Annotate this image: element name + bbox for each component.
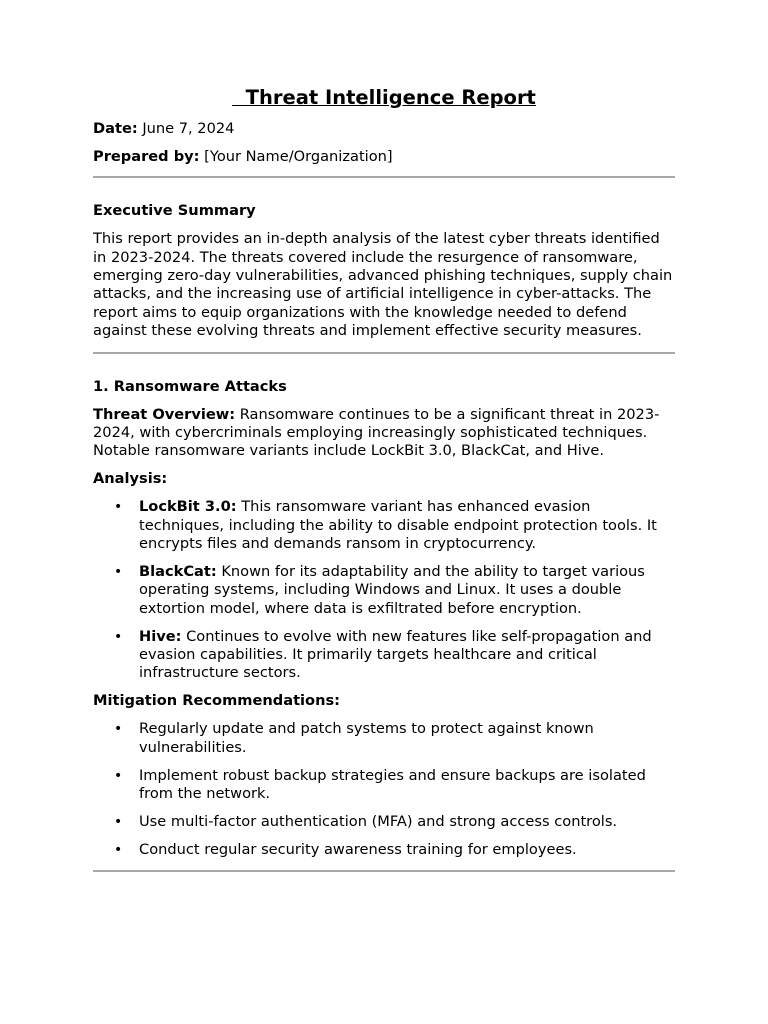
document-body [93,86,675,872]
section-ransomware-heading: 1. Ransomware Attacks [93,377,287,395]
list-item-label: BlackCat: [139,562,217,580]
analysis-heading: Analysis: [93,470,168,488]
list-item [93,498,675,553]
list-item [93,813,675,831]
list-item [93,563,675,618]
list-item-label: LockBit 3.0: [139,498,237,516]
bullet-icon: • [114,721,123,738]
prepared-by-label: Prepared by: [93,147,200,165]
executive-summary-text: This report provides an in-depth analysis of the latest cyber threats identified in 2023-2024. The threats covered include the resurgence of ransomware, emerging zero-day vulnerabilities, advanced phishing techniques, supply chain attacks, and the increasing use of artificial intelligence in cyber-attacks. The report aims to equip organizations with the knowledge needed to defend against these evolving threats and implement effective security measures. [93,230,673,340]
bullet-icon: • [114,563,123,580]
list-item [93,628,675,683]
bullet-icon: • [114,628,123,645]
bullet-icon: • [114,499,123,516]
threat-overview-text: Ransomware continues to be a significant threat in 2023-2024, with cybercriminals employing increasingly sophisticated techniques. Notable ransomware variants include LockBit 3.0, BlackCat, and Hive. [93,405,660,460]
analysis-list [93,498,675,683]
bullet-icon: • [114,841,123,858]
divider [93,176,675,178]
mitigation-list [93,720,675,859]
report-title-text: Threat Intelligence Report [232,86,536,109]
list-item [93,841,675,859]
list-item [93,720,675,757]
threat-overview-paragraph [93,406,675,461]
list-item-text: Implement robust backup strategies and ensure backups are isolated from the network. [139,766,646,802]
threat-overview-label: Threat Overview: [93,405,236,423]
date-label: Date: [93,120,138,137]
date-line [93,120,675,138]
bullet-icon: • [114,813,123,830]
executive-summary-heading: Executive Summary [93,202,256,220]
divider [93,352,675,354]
bullet-icon: • [114,767,123,784]
list-item-label: Hive: [139,627,182,645]
list-item-text: This ransomware variant has enhanced evasion techniques, including the ability to disable endpoint protection tools. It encrypts files and demands ransom in cryptocurrency. [139,498,657,552]
list-item-text: Conduct regular security awareness training for employees. [139,840,577,858]
date-value: June 7, 2024 [137,120,235,137]
prepared-by-value: [Your Name/Organization] [199,147,393,165]
list-item-text: Continues to evolve with new features like self-propagation and evasion capabilities. It primarily targets healthcare and critical infrastructure sectors. [139,627,652,682]
list-item [93,767,675,804]
divider [93,870,675,872]
list-item-text: Regularly update and patch systems to protect against known vulnerabilities. [139,720,594,756]
mitigation-heading: Mitigation Recommendations: [93,692,340,710]
list-item-text: Use multi-factor authentication (MFA) and strong access controls. [139,812,618,830]
report-title [93,86,675,110]
prepared-by-line [93,148,675,166]
list-item-text: Known for its adaptability and the ability to target various operating systems, including Windows and Linux. It uses a double extortion model, where data is exfiltrated before encryption. [139,562,645,617]
